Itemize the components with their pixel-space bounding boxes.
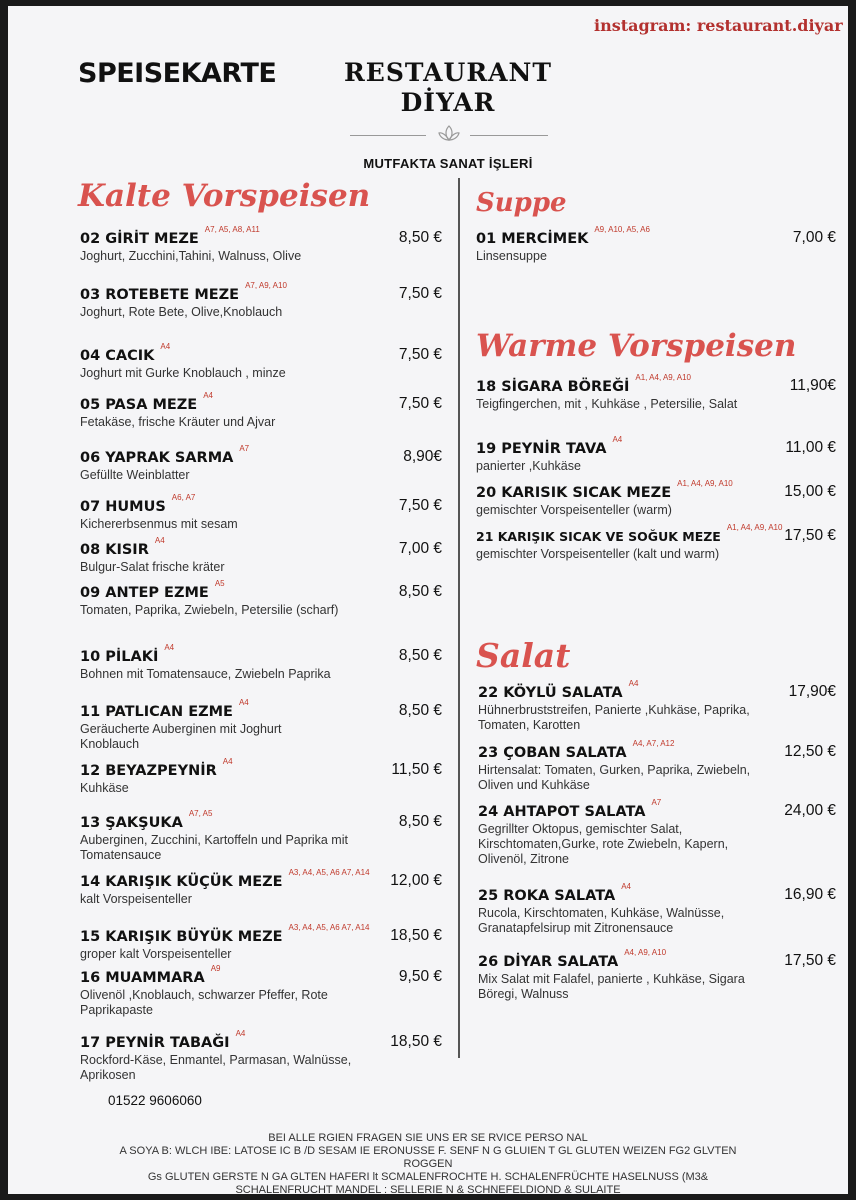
item-description: gemischter Vorspeisenteller (kalt und warm) <box>476 547 720 561</box>
instagram-handle[interactable]: instagram: restaurant.diyar <box>594 16 843 35</box>
item-description: Fetakäse, frische Kräuter und Ajvar <box>80 415 276 429</box>
menu-item <box>476 523 836 562</box>
item-allergens: A4 <box>628 679 639 688</box>
footer-line-1: BEI ALLE RGIEN FRAGEN SIE UNS ER SE RVICE PERSO NAL <box>268 1132 588 1144</box>
item-allergens: A4 <box>160 342 171 351</box>
item-description: gemischter Vorspeisenteller (warm) <box>476 503 672 517</box>
item-allergens: A1, A4, A9, A10 <box>726 523 783 532</box>
item-price: 17,90€ <box>788 683 836 700</box>
item-description: Kichererbsenmus mit sesam <box>80 517 238 531</box>
item-price: 11,90€ <box>789 377 836 394</box>
phone-number[interactable]: 01522 9606060 <box>108 1093 202 1108</box>
menu-item <box>80 643 450 682</box>
item-description: Bulgur-Salat frische kräter <box>80 560 225 574</box>
item-price: 8,50 € <box>398 702 442 719</box>
ornament-line-left <box>350 135 426 136</box>
item-name: 10 PİLAKİ <box>80 649 159 665</box>
tagline: MUTFAKTA SANAT İŞLERİ <box>363 156 533 171</box>
menu-item <box>476 225 836 264</box>
item-allergens: A7, A9, A10 <box>245 281 287 290</box>
item-allergens: A5 <box>214 579 225 588</box>
item-name: 23 ÇOBAN SALATA <box>478 745 627 761</box>
item-allergens: A7 <box>239 444 250 453</box>
item-price: 7,50 € <box>398 346 442 363</box>
item-name: 24 AHTAPOT SALATA <box>478 804 646 820</box>
menu-item <box>80 342 450 381</box>
item-allergens: A1, A4, A9, A10 <box>635 373 691 382</box>
item-allergens: A7, A5 <box>188 809 213 818</box>
item-allergens: A4, A7, A12 <box>632 739 675 748</box>
footer-line-2: A SOYA B: WLCH IBE: LATOSE IC B /D SESAM IE ERONUSSE F. SENF N G GLUIEN T GL GLUTEN WEIZEN FG2 GLVTEN <box>119 1145 737 1157</box>
item-description: Gegrillter Oktopus, gemischter Salat, Kirschtomaten,Gurke, rote Zwiebeln, Kapern, Olivenöl, Zitrone <box>478 822 729 866</box>
item-allergens: A4 <box>203 391 214 400</box>
item-description: Joghurt, Rote Bete, Olive,Knoblauch <box>80 305 283 319</box>
section-title-suppe: Suppe <box>476 188 567 218</box>
item-description: Kuhkäse <box>80 781 129 795</box>
menu-item <box>80 391 450 430</box>
item-description: Bohnen mit Tomatensauce, Zwiebeln Paprika <box>80 667 331 681</box>
menu-item <box>80 579 450 618</box>
item-allergens: A4 <box>222 757 233 766</box>
item-name: 08 KISIR <box>80 542 149 558</box>
column-divider <box>458 178 460 1058</box>
item-price: 7,00 € <box>398 540 442 557</box>
brand-name-line2: DİYAR <box>400 88 496 117</box>
item-name: 19 PEYNİR TAVA <box>476 441 607 457</box>
item-description: Teigfingerchen, mit , Kuhkäse , Petersilie, Salat <box>476 397 738 411</box>
item-price: 8,50 € <box>398 647 442 664</box>
item-name: 14 KARIŞIK KÜÇÜK MEZE <box>80 874 283 890</box>
item-allergens: A7 <box>651 798 662 807</box>
item-description: Joghurt, Zucchini,Tahini, Walnuss, Olive <box>80 249 302 263</box>
item-price: 8,50 € <box>398 583 442 600</box>
item-price: 11,00 € <box>785 439 836 456</box>
item-description: Hühnerbruststreifen, Panierte ,Kuhkäse, Paprika, Tomaten, Karotten <box>478 703 750 732</box>
item-description: panierter ,Kuhkäse <box>476 459 581 473</box>
item-price: 17,50 € <box>784 952 836 969</box>
item-description: Mix Salat mit Falafel, panierte , Kuhkäse, Sigara Böregi, Walnuss <box>478 972 745 1001</box>
item-name: 20 KARISIK SICAK MEZE <box>476 485 672 501</box>
footer-line-3: ROGGEN <box>403 1158 453 1170</box>
item-name: 05 PASA MEZE <box>80 397 198 413</box>
menu-item <box>80 225 450 264</box>
item-price: 7,50 € <box>398 395 442 412</box>
item-allergens: A4 <box>238 698 249 707</box>
footer-line-4: Gs GLUTEN GERSTE N GA GLTEN HAFERI lt SCMALENFROCHTE H. SCHALENFRÜCHTE HASELNUSS (M3& <box>147 1171 709 1183</box>
item-name: 02 GİRİT MEZE <box>80 231 199 247</box>
menu-item <box>80 536 450 575</box>
item-description: Hirtensalat: Tomaten, Gurken, Paprika, Zwiebeln, Oliven und Kuhkäse <box>478 763 751 792</box>
item-allergens: A3, A4, A5, A6 A7, A14 <box>288 868 370 877</box>
item-price: 12,50 € <box>784 743 836 760</box>
menu-item <box>80 964 450 1018</box>
item-description: Linsensuppe <box>476 249 547 263</box>
item-description: Tomaten, Paprika, Zwiebeln, Petersilie (scharf) <box>80 603 339 617</box>
item-price: 9,50 € <box>398 968 442 985</box>
menu-title: SPEISEKARTE <box>78 58 277 89</box>
menu-item <box>476 435 836 474</box>
item-name: 12 BEYAZPEYNİR <box>80 763 217 779</box>
item-name: 07 HUMUS <box>80 499 166 515</box>
ornament-line-right <box>470 135 548 136</box>
item-description: Rucola, Kirschtomaten, Kuhkäse, Walnüsse, Granatapfelsirup mit Zitronensauce <box>478 906 725 935</box>
item-name: 25 ROKA SALATA <box>478 888 616 904</box>
item-name: 09 ANTEP EZME <box>80 585 209 601</box>
item-description: kalt Vorspeisenteller <box>80 892 192 906</box>
item-price: 8,50 € <box>398 229 442 246</box>
item-price: 17,50 € <box>784 527 836 544</box>
item-price: 7,00 € <box>792 229 836 246</box>
item-name: 01 MERCİMEK <box>476 231 589 247</box>
item-price: 18,50 € <box>390 927 442 944</box>
item-name: 03 ROTEBETE MEZE <box>80 287 240 303</box>
item-name: 18 SİGARA BÖREĞİ <box>476 379 630 395</box>
item-allergens: A4 <box>612 435 623 444</box>
item-allergens: A9 <box>210 964 221 973</box>
item-name: 21 KARIŞIK SICAK VE SOĞUK MEZE <box>476 529 721 544</box>
item-price: 8,50 € <box>398 813 442 830</box>
section-title-kalte: Kalte Vorspeisen <box>78 178 371 214</box>
item-allergens: A4 <box>621 882 632 891</box>
item-name: 13 ŞAKŞUKA <box>80 815 183 831</box>
item-description: Joghurt mit Gurke Knoblauch , minze <box>80 366 286 380</box>
item-description: Olivenöl ,Knoblauch, schwarzer Pfeffer, Rote Paprikapaste <box>80 988 328 1017</box>
item-name: 17 PEYNİR TABAĞI <box>80 1035 230 1051</box>
footer-line-5: SCHALENFRUCHT MANDEL : SELLERIE N & SCHNEFELDIOND & SULAITE <box>235 1184 621 1194</box>
section-title-warme: Warme Vorspeisen <box>476 328 797 364</box>
menu-item <box>80 809 450 863</box>
item-name: 16 MUAMMARA <box>80 970 205 986</box>
menu-item <box>80 698 450 752</box>
item-allergens: A4 <box>235 1029 246 1038</box>
item-description: Gefüllte Weinblatter <box>80 468 190 482</box>
section-title-salat: Salat <box>476 636 571 675</box>
item-allergens: A4 <box>154 536 165 545</box>
menu-item <box>80 493 450 532</box>
item-allergens: A9, A10, A5, A6 <box>594 225 650 234</box>
menu-item <box>476 479 836 518</box>
item-price: 16,90 € <box>784 886 836 903</box>
item-price: 18,50 € <box>390 1033 442 1050</box>
item-name: 11 PATLICAN EZME <box>80 704 233 720</box>
item-description: Rockford-Käse, Enmantel, Parmasan, Walnüsse, Aprikosen <box>80 1053 352 1082</box>
item-description: Geräucherte Auberginen mit Joghurt Knoblauch <box>80 722 282 751</box>
menu-item <box>80 444 450 483</box>
item-allergens: A1, A4, A9, A10 <box>677 479 733 488</box>
item-allergens: A3, A4, A5, A6 A7, A14 <box>288 923 370 932</box>
item-allergens: A7, A5, A8, A11 <box>204 225 260 234</box>
item-name: 06 YAPRAK SARMA <box>80 450 234 466</box>
item-name: 26 DİYAR SALATA <box>478 954 619 970</box>
item-price: 11,50 € <box>391 761 442 778</box>
menu-page <box>8 6 848 1194</box>
item-name: 04 CACIK <box>80 348 155 364</box>
item-price: 15,00 € <box>784 483 836 500</box>
lotus-icon <box>438 125 460 146</box>
menu-item <box>476 373 836 412</box>
item-allergens: A4, A9, A10 <box>624 948 667 957</box>
item-name: 22 KÖYLÜ SALATA <box>478 685 623 701</box>
item-description: Auberginen, Zucchini, Kartoffeln und Paprika mit Tomatensauce <box>80 833 348 862</box>
item-description: groper kalt Vorspeisenteller <box>80 947 232 961</box>
item-price: 7,50 € <box>398 285 442 302</box>
item-price: 8,90€ <box>403 448 442 465</box>
item-price: 7,50 € <box>398 497 442 514</box>
item-price: 24,00 € <box>784 802 836 819</box>
item-price: 12,00 € <box>390 872 442 889</box>
menu-item <box>478 679 838 733</box>
item-name: 15 KARIŞIK BÜYÜK MEZE <box>80 929 283 945</box>
menu-item <box>80 281 450 320</box>
item-allergens: A6, A7 <box>171 493 196 502</box>
item-allergens: A4 <box>164 643 175 652</box>
brand-name-line1: RESTAURANT <box>344 58 552 87</box>
